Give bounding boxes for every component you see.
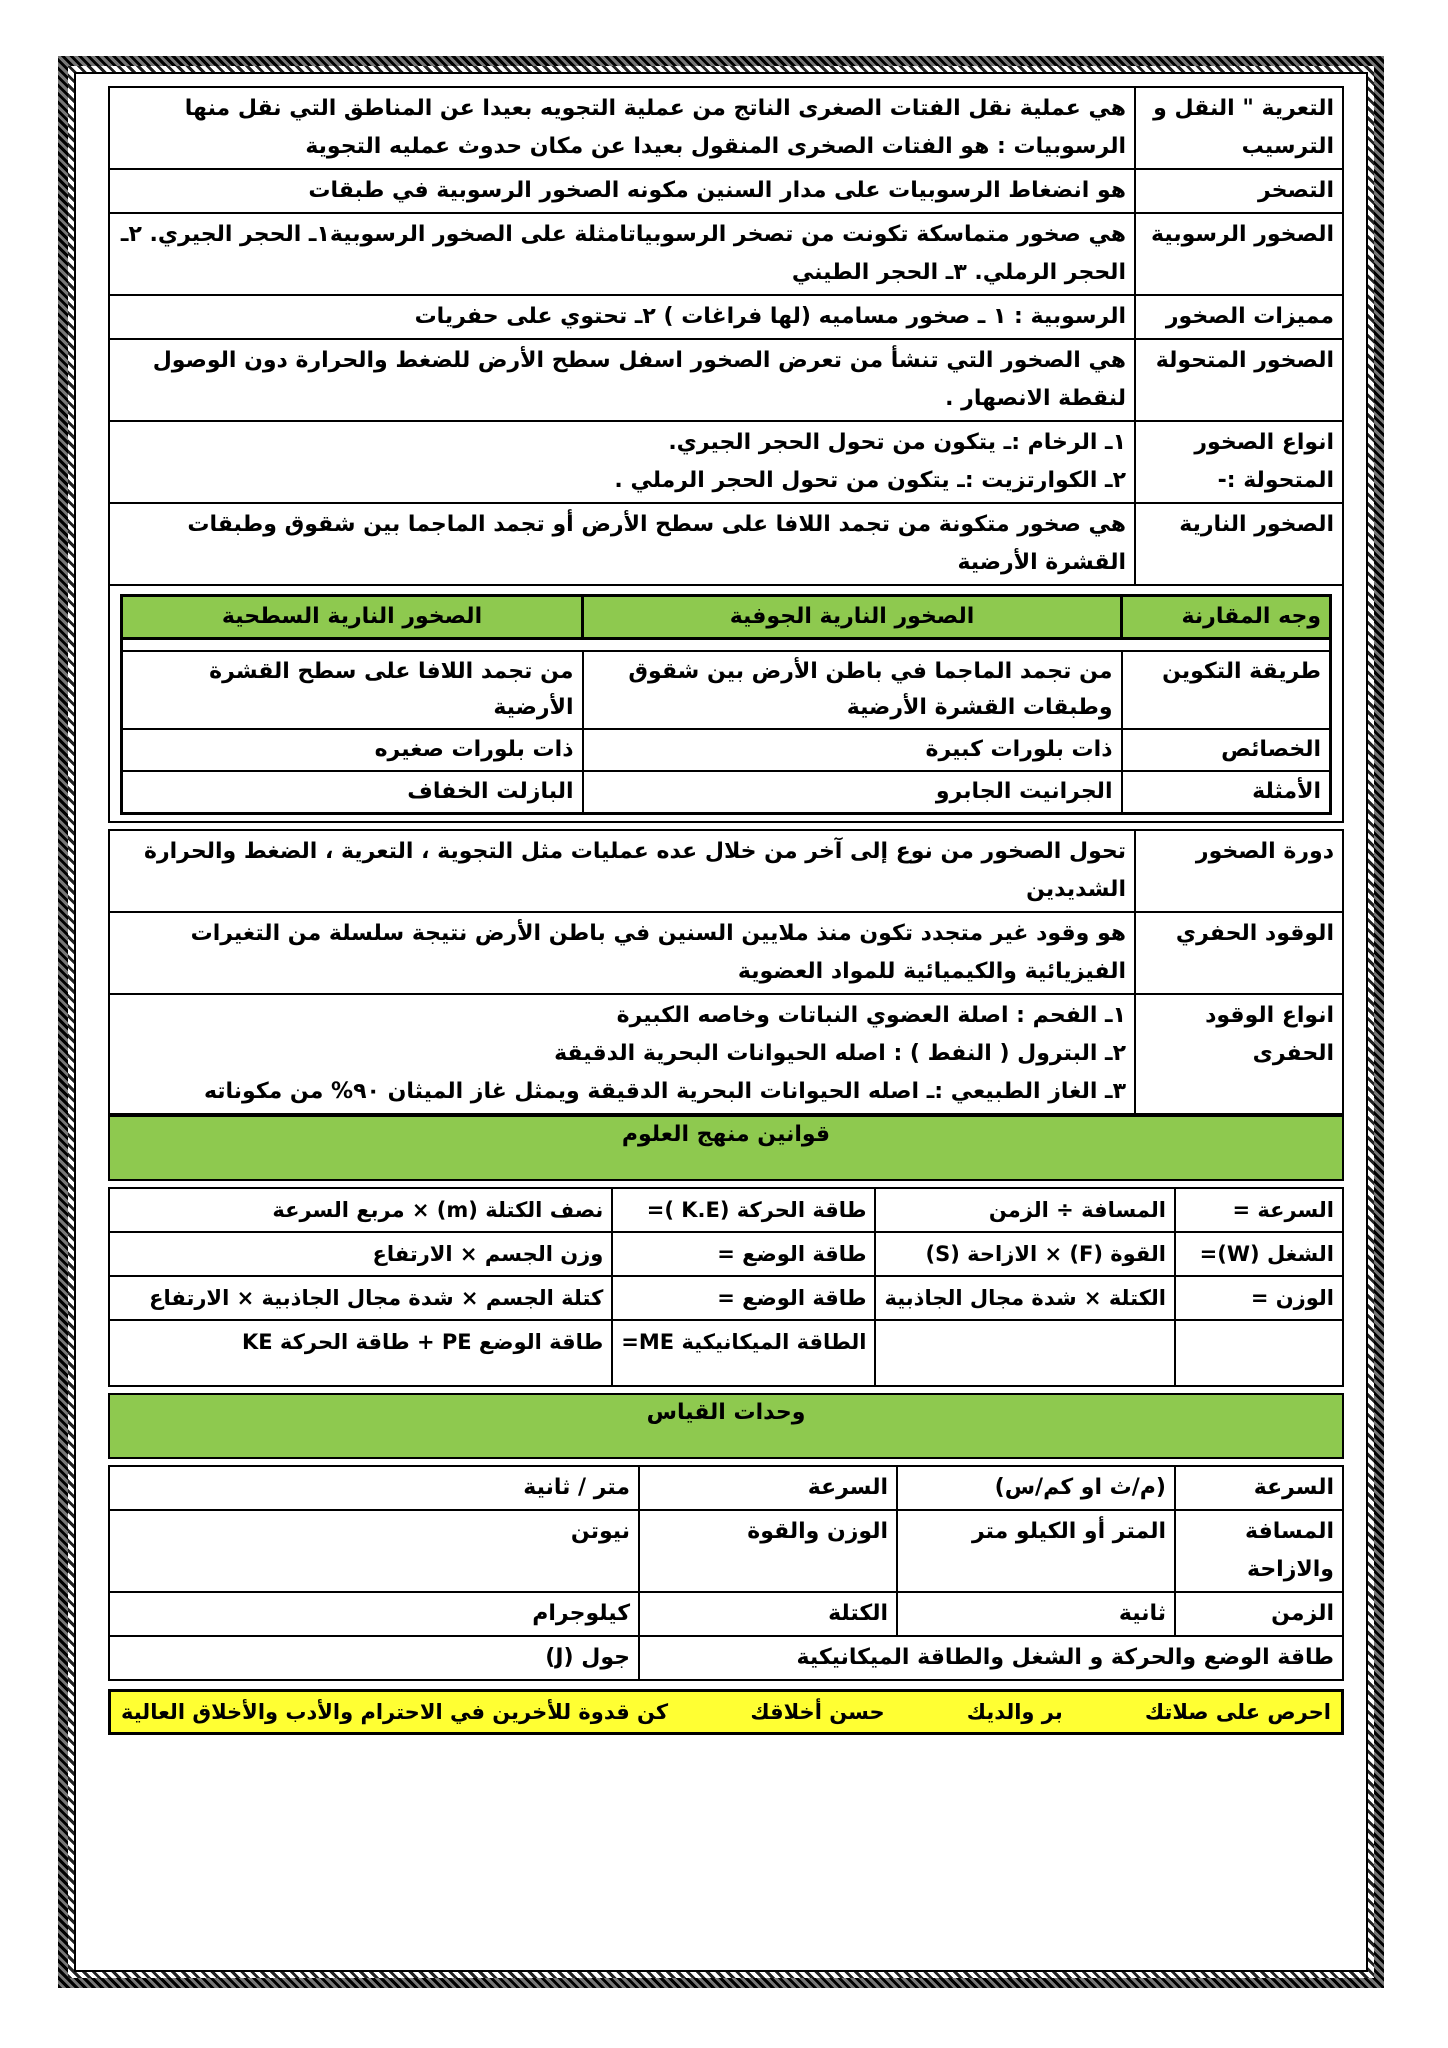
definition-row bbox=[109, 994, 1343, 1114]
comparison-header-cell: الصخور النارية الجوفية bbox=[583, 596, 1122, 639]
definition-row bbox=[109, 503, 1343, 585]
definition-row bbox=[109, 213, 1343, 295]
definition-line: ١ـ الفحم : اصلة العضوي النباتات وخاصه الكبيرة bbox=[616, 1003, 1126, 1028]
unit-row bbox=[109, 1592, 1343, 1636]
law-cell: كتلة الجسم × شدة مجال الجاذبية × الارتفاع bbox=[109, 1276, 612, 1320]
definition-row bbox=[109, 912, 1343, 994]
footer-banner bbox=[108, 1689, 1344, 1735]
footer-item: بر والديك bbox=[966, 1700, 1063, 1724]
comparison-header bbox=[122, 596, 1331, 639]
footer-item: كن قدوة للأخرين في الاحترام والأدب والأخلاق العالية bbox=[121, 1700, 669, 1724]
units-title: وحدات القياس bbox=[646, 1400, 806, 1425]
unit-cell: المسافة والازاحة bbox=[1175, 1510, 1343, 1592]
definitions-table-2 bbox=[108, 829, 1344, 1115]
law-cell: طاقة الوضع PE + طاقة الحركة KE bbox=[109, 1320, 612, 1386]
term: الصخور الرسوبية bbox=[1135, 213, 1343, 295]
unit-cell: نيوتن bbox=[109, 1510, 639, 1592]
definition-row bbox=[109, 339, 1343, 421]
term: الصخور النارية bbox=[1135, 503, 1343, 585]
law-row bbox=[109, 1188, 1343, 1232]
definition: هي عملية نقل الفتات الصغرى الناتج من عملية التجويه بعيدا عن المناطق التي نقل منها الرسوبيات : هو الفتات الصخرى المنقول بعيدا عن مكان حدوث عمليه التجوية bbox=[109, 87, 1135, 169]
unit-row bbox=[109, 1466, 1343, 1510]
term: دورة الصخور bbox=[1135, 830, 1343, 912]
comparison-cell: ذات بلورات صغيره bbox=[122, 729, 583, 771]
definition-row bbox=[109, 421, 1343, 503]
unit-cell: الزمن bbox=[1175, 1592, 1343, 1636]
law-cell: الطاقة الميكانيكية ME= bbox=[612, 1320, 875, 1386]
law-cell bbox=[1175, 1320, 1343, 1386]
definition: هو وقود غير متجدد تكون منذ ملايين السنين في باطن الأرض نتيجة سلسلة من التغيرات الفيزيائية والكيميائية للمواد العضوية bbox=[109, 912, 1135, 994]
units-title-band bbox=[108, 1393, 1344, 1459]
definition-row bbox=[109, 87, 1343, 169]
law-cell: نصف الكتلة (m) × مربع السرعة bbox=[109, 1188, 612, 1232]
law-cell: الشغل (W)= bbox=[1175, 1232, 1343, 1276]
unit-cell: (م/ث او كم/س) bbox=[897, 1466, 1175, 1510]
comparison-header-cell: وجه المقارنة bbox=[1122, 596, 1331, 639]
law-row bbox=[109, 1276, 1343, 1320]
unit-row bbox=[109, 1636, 1343, 1680]
footer-item: احرص على صلاتك bbox=[1144, 1700, 1331, 1724]
unit-cell: السرعة bbox=[1175, 1466, 1343, 1510]
comparison-cell: من تجمد الماجما في باطن الأرض بين شقوق وطبقات القشرة الأرضية bbox=[583, 651, 1122, 729]
comparison-cell: ذات بلورات كبيرة bbox=[583, 729, 1122, 771]
law-cell bbox=[875, 1320, 1175, 1386]
unit-cell: السرعة bbox=[639, 1466, 897, 1510]
comparison-cell: البازلت الخفاف bbox=[122, 771, 583, 814]
definition: هي الصخور التي تنشأ من تعرض الصخور اسفل سطح الأرض للضغط والحرارة دون الوصول لنقطة الانصهار . bbox=[109, 339, 1135, 421]
definition bbox=[109, 994, 1135, 1114]
definitions-table bbox=[108, 86, 1344, 586]
laws-title: قوانين منهج العلوم bbox=[621, 1122, 831, 1147]
comparison-table bbox=[120, 594, 1332, 815]
law-cell: طاقة الوضع = bbox=[612, 1276, 875, 1320]
definition: هي صخور متكونة من تجمد اللافا على سطح الأرض أو تجمد الماجما بين شقوق وطبقات القشرة الأرضية bbox=[109, 503, 1135, 585]
term: الصخور المتحولة bbox=[1135, 339, 1343, 421]
definition-row bbox=[109, 295, 1343, 339]
unit-cell: ثانية bbox=[897, 1592, 1175, 1636]
comparison-wrapper bbox=[108, 586, 1344, 823]
worksheet bbox=[108, 86, 1344, 1735]
definition: هو انضغاط الرسوبيات على مدار السنين مكونه الصخور الرسوبية في طبقات bbox=[109, 169, 1135, 213]
comparison-cell: الجرانيت الجابرو bbox=[583, 771, 1122, 814]
unit-row bbox=[109, 1510, 1343, 1592]
law-row bbox=[109, 1320, 1343, 1386]
unit-cell: متر / ثانية bbox=[109, 1466, 639, 1510]
term: مميزات الصخور bbox=[1135, 295, 1343, 339]
definition: هي صخور متماسكة تكونت من تصخر الرسوبياتامثلة على الصخور الرسوبية١ـ الحجر الجيري. ٢ـ الحجر الرملي. ٣ـ الحجر الطيني bbox=[109, 213, 1135, 295]
units-table bbox=[108, 1465, 1344, 1681]
law-cell: طاقة الحركة (K.E )= bbox=[612, 1188, 875, 1232]
footer-item: حسن أخلاقك bbox=[750, 1700, 885, 1724]
definition: الرسوبية : ١ ـ صخور مساميه (لها فراغات ) ٢ـ تحتوي على حفريات bbox=[109, 295, 1135, 339]
law-cell: المسافة ÷ الزمن bbox=[875, 1188, 1175, 1232]
law-cell: طاقة الوضع = bbox=[612, 1232, 875, 1276]
comparison-cell: من تجمد اللافا على سطح القشرة الأرضية bbox=[122, 651, 583, 729]
definition bbox=[109, 421, 1135, 503]
definition-line: ١ـ الرخام :ـ يتكون من تحول الحجر الجيري. bbox=[668, 430, 1126, 455]
comparison-cell: الخصائص bbox=[1122, 729, 1331, 771]
law-cell: الوزن = bbox=[1175, 1276, 1343, 1320]
comparison-cell: طريقة التكوين bbox=[1122, 651, 1331, 729]
law-row bbox=[109, 1232, 1343, 1276]
comparison-row bbox=[122, 729, 1331, 771]
comparison-cell: الأمثلة bbox=[1122, 771, 1331, 814]
term: انواع الصخور المتحولة :- bbox=[1135, 421, 1343, 503]
definition-line: ٢ـ الكوارتزيت :ـ يتكون من تحول الحجر الرملي . bbox=[614, 468, 1126, 493]
definition-row bbox=[109, 830, 1343, 912]
term: الوقود الحفري bbox=[1135, 912, 1343, 994]
laws-table bbox=[108, 1187, 1344, 1387]
law-cell: الكتلة × شدة مجال الجاذبية bbox=[875, 1276, 1175, 1320]
unit-cell: المتر أو الكيلو متر bbox=[897, 1510, 1175, 1592]
definition-line: ٢ـ البترول ( النفط ) : اصله الحيوانات البحرية الدقيقة bbox=[554, 1041, 1126, 1066]
law-cell: السرعة = bbox=[1175, 1188, 1343, 1232]
unit-cell: كيلوجرام bbox=[109, 1592, 639, 1636]
term: انواع الوقود الحفرى bbox=[1135, 994, 1343, 1114]
law-cell: وزن الجسم × الارتفاع bbox=[109, 1232, 612, 1276]
definition: تحول الصخور من نوع إلى آخر من خلال عده عمليات مثل التجوية ، التعرية ، الضغط والحرارة الشديدين bbox=[109, 830, 1135, 912]
definition-line: ٣ـ الغاز الطبيعي :ـ اصله الحيوانات البحرية الدقيقة ويمثل غاز الميثان ٩٠% من مكوناته bbox=[203, 1079, 1126, 1104]
unit-cell: جول (J) bbox=[109, 1636, 639, 1680]
comparison-row bbox=[122, 771, 1331, 814]
unit-cell: طاقة الوضع والحركة و الشغل والطاقة الميكانيكية bbox=[639, 1636, 1343, 1680]
unit-cell: الكتلة bbox=[639, 1592, 897, 1636]
definition-row bbox=[109, 169, 1343, 213]
unit-cell: الوزن والقوة bbox=[639, 1510, 897, 1592]
comparison-header-cell: الصخور النارية السطحية bbox=[122, 596, 583, 639]
comparison-row bbox=[122, 651, 1331, 729]
law-cell: القوة (F) × الازاحة (S) bbox=[875, 1232, 1175, 1276]
laws-title-band bbox=[108, 1115, 1344, 1181]
term: التعرية " النقل و الترسيب bbox=[1135, 87, 1343, 169]
term: التصخر bbox=[1135, 169, 1343, 213]
